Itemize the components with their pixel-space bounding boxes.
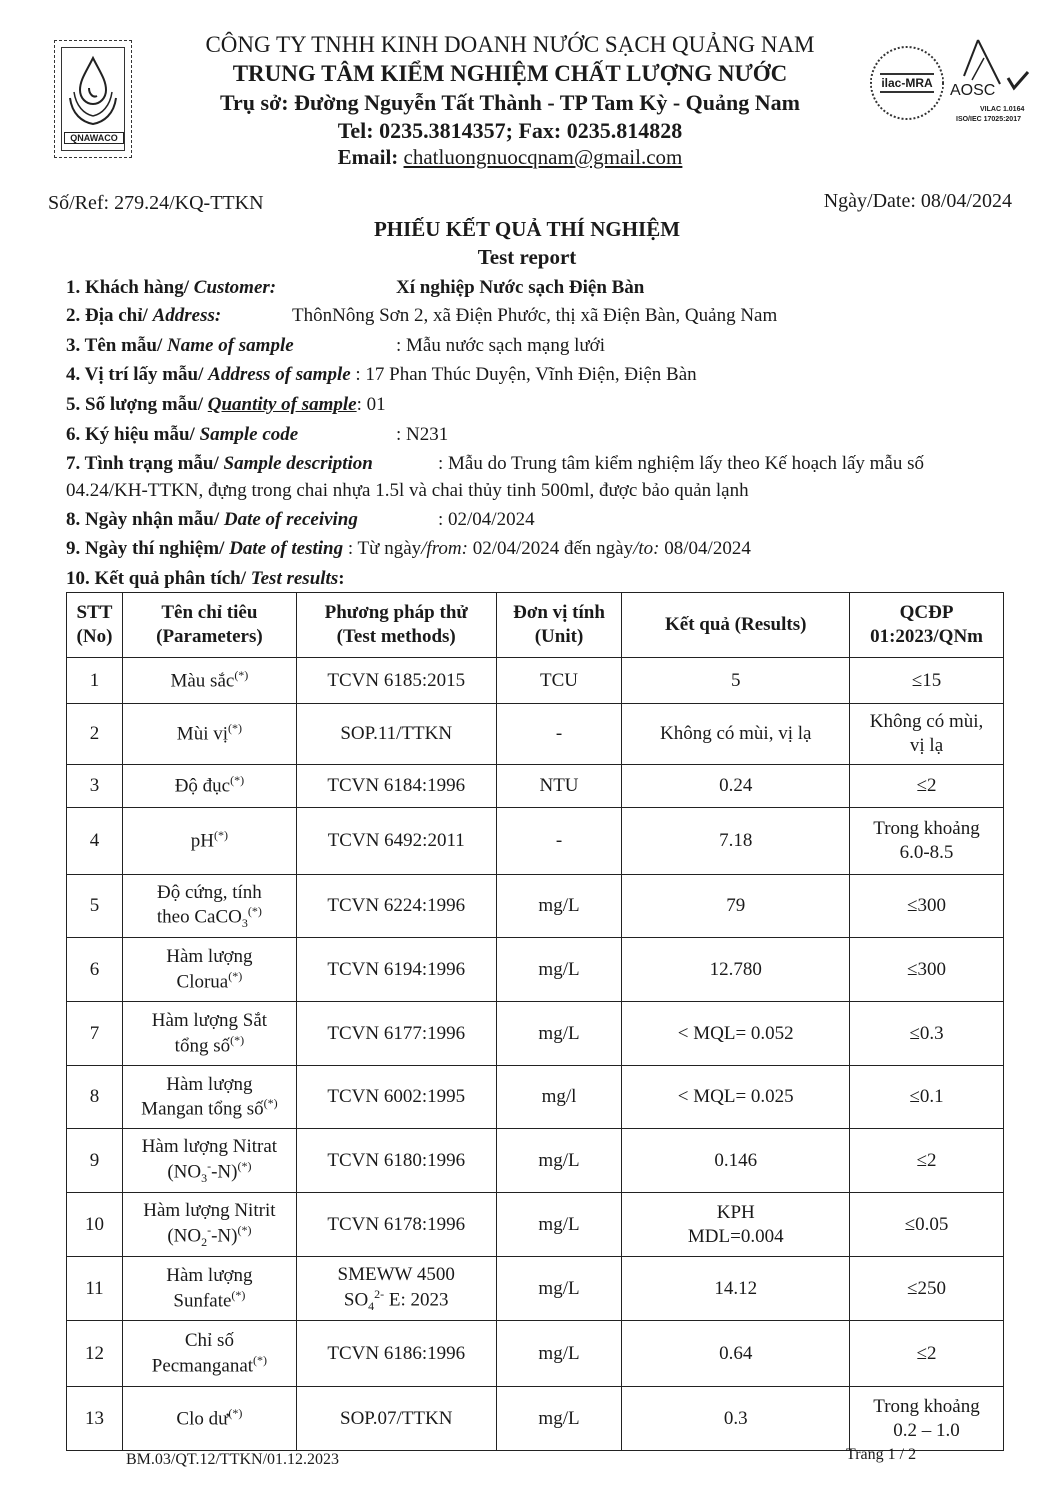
test-date-to-value: 08/04/2024 (659, 538, 751, 559)
customer-label: 1. Khách hàng/ (66, 277, 194, 298)
receive-date-label: 8. Ngày nhận mẫu/ (66, 509, 224, 530)
table-row (67, 1066, 1004, 1129)
office-address: Trụ sở: Đường Nguyễn Tất Thành - TP Tam Kỳ - Quảng Nam (220, 90, 800, 115)
row-no: 12 (67, 1321, 123, 1387)
sample-location-row (66, 364, 697, 386)
row-result: 12.780 (622, 938, 850, 1002)
row-no: 7 (67, 1002, 123, 1066)
test-date-label: 9. Ngày thí nghiệm/ (66, 538, 230, 559)
company-name: CÔNG TY TNHH KINH DOANH NƯỚC SẠCH QUẢNG NAM (205, 32, 815, 57)
center-name: TRUNG TÂM KIỂM NGHIỆM CHẤT LƯỢNG NƯỚC (232, 61, 788, 86)
row-no: 8 (67, 1066, 123, 1129)
row-param: Màu sắc(*) (122, 658, 296, 704)
logo-frame (61, 47, 125, 151)
row-standard: Trong khoảng 0.2 – 1.0 (850, 1387, 1004, 1451)
contact-email (150, 145, 870, 170)
sample-code-label-en: Sample code (199, 424, 299, 445)
row-method: SMEWW 4500 $SO_4^{2-}$ E: 2023 (296, 1257, 496, 1321)
sample-description-label-en: Sample description (223, 453, 373, 474)
ilac-text: ilac-MRA (872, 76, 942, 90)
row-param: Clo dư(*) (122, 1387, 296, 1451)
results-label: 10. Kết quả phân tích/ (66, 568, 251, 589)
header-methods: Phương pháp thử (Test methods) (296, 593, 496, 658)
header-unit: Đơn vị tính (Unit) (496, 593, 622, 658)
row-param: pH(*) (122, 808, 296, 875)
row-result: 0.64 (622, 1321, 850, 1387)
form-code: BM.03/QT.12/TTKN/01.12.2023 (126, 1451, 340, 1468)
table-row (67, 704, 1004, 765)
test-date-to-en: /to: (633, 538, 660, 559)
test-date-from-label: : Từ ngày (343, 538, 422, 559)
row-result: 5 (622, 658, 850, 704)
table-row (67, 1257, 1004, 1321)
row-param: Mùi vị(*) (122, 704, 296, 765)
receive-date-label-en: Date of receiving (223, 509, 358, 530)
report-date: Ngày/Date: 08/04/2024 (823, 190, 1012, 212)
sample-name-label: 3. Tên mẫu/ (66, 335, 168, 356)
row-unit: mg/L (496, 1129, 622, 1193)
sample-code-value: : N231 (396, 424, 449, 445)
row-standard: Không có mùi, vị lạ (850, 704, 1004, 765)
row-method: TCVN 6178:1996 (296, 1193, 496, 1257)
table-row (67, 1193, 1004, 1257)
row-param: Hàm lượng Mangan tổng số(*) (122, 1066, 296, 1129)
ref-number: Số/Ref: 279.24/KQ-TTKN (48, 192, 264, 214)
sample-description-row (66, 453, 925, 475)
row-param: Độ cứng, tính theo CaCO$_3$(*) (122, 875, 296, 938)
row-param: Hàm lượng Clorua(*) (122, 938, 296, 1002)
row-param: Hàm lượng Nitrit $(NO_2^--N)^{(*)}$ (122, 1193, 296, 1257)
row-unit: mg/L (496, 1387, 622, 1451)
row-unit: mg/L (496, 1321, 622, 1387)
vilac-text: VILAC 1.0164 (980, 106, 1025, 113)
sample-quantity-row (66, 394, 386, 416)
row-method: TCVN 6177:1996 (296, 1002, 496, 1066)
row-param: Chỉ số Pecmanganat(*) (122, 1321, 296, 1387)
row-result: < MQL= 0.025 (622, 1066, 850, 1129)
header-results: Kết quả (Results) (622, 593, 850, 658)
row-method: TCVN 6184:1996 (296, 765, 496, 808)
sample-description-value: : Mẫu do Trung tâm kiểm nghiệm lấy theo Kế hoạch lấy mẫu số (438, 453, 925, 474)
row-method: TCVN 6002:1995 (296, 1066, 496, 1129)
row-method: SOP.07/TTKN (296, 1387, 496, 1451)
row-no: 2 (67, 704, 123, 765)
row-no: 5 (67, 875, 123, 938)
email-link[interactable]: chatluongnuocqnam@gmail.com (403, 145, 683, 169)
row-no: 11 (67, 1257, 123, 1321)
row-no: 1 (67, 658, 123, 704)
sample-description-row-2: 04.24/KH-TTKN, đựng trong chai nhựa 1.5l và chai thủy tinh 500ml, được bảo quản lạnh (66, 480, 749, 501)
row-method: TCVN 6186:1996 (296, 1321, 496, 1387)
sample-code-row (66, 424, 449, 446)
header-standard: QCĐP 01:2023/QNm (850, 593, 1004, 658)
row-standard: ≤300 (850, 875, 1004, 938)
row-result: Không có mùi, vị lạ (622, 704, 850, 765)
address-label: 2. Địa chỉ/ (66, 305, 153, 326)
table-header-row (67, 593, 1004, 658)
row-standard: ≤2 (850, 765, 1004, 808)
table-row (67, 1387, 1004, 1451)
customer-value: Xí nghiệp Nước sạch Điện Bàn (396, 277, 645, 298)
row-method: TCVN 6185:2015 (296, 658, 496, 704)
address-row (66, 305, 778, 327)
address-label-en: Address: (152, 305, 222, 326)
row-unit: mg/L (496, 1257, 622, 1321)
test-date-from-value: 02/04/2024 đến ngày (467, 538, 634, 559)
iso-text: ISO/IEC 17025:2017 (956, 116, 1021, 123)
row-standard: ≤300 (850, 938, 1004, 1002)
table-row (67, 658, 1004, 704)
sample-name-label-en: Name of sample (167, 335, 294, 356)
ilac-mra-seal (868, 40, 946, 126)
sample-name-row (66, 335, 606, 357)
row-standard: ≤0.05 (850, 1193, 1004, 1257)
row-param: Hàm lượng Sắt tổng số(*) (122, 1002, 296, 1066)
test-date-row (66, 538, 751, 560)
row-method: TCVN 6492:2011 (296, 808, 496, 875)
aosc-mark (948, 36, 1030, 130)
row-result: 79 (622, 875, 850, 938)
table-row (67, 1129, 1004, 1193)
row-standard: ≤2 (850, 1321, 1004, 1387)
customer-label-en: Customer: (193, 277, 277, 298)
row-result: 14.12 (622, 1257, 850, 1321)
row-method: TCVN 6180:1996 (296, 1129, 496, 1193)
sample-quantity-label-en: Quantity of sample (207, 394, 357, 415)
row-no: 10 (67, 1193, 123, 1257)
table-row (67, 938, 1004, 1002)
row-result: 0.24 (622, 765, 850, 808)
row-method: TCVN 6194:1996 (296, 938, 496, 1002)
header-no: STT (No) (67, 593, 123, 658)
receive-date-row (66, 509, 535, 531)
sample-quantity-label: 5. Số lượng mẫu/ (66, 394, 208, 415)
table-row (67, 1002, 1004, 1066)
row-unit: mg/l (496, 1066, 622, 1129)
results-label-en: Test results (250, 568, 339, 589)
row-param: Hàm lượng Nitrat $(NO_3^--N)^{(*)}$ (122, 1129, 296, 1193)
row-param: Hàm lượng Sunfate(*) (122, 1257, 296, 1321)
row-standard: ≤2 (850, 1129, 1004, 1193)
row-result: KPH MDL=0.004 (622, 1193, 850, 1257)
results-heading (66, 568, 345, 590)
row-result: 7.18 (622, 808, 850, 875)
company-logo (54, 40, 132, 158)
table-row (67, 1321, 1004, 1387)
customer-row (66, 277, 645, 299)
results-colon: : (338, 568, 345, 589)
row-result: 0.146 (622, 1129, 850, 1193)
page-number: Trang 1 / 2 (846, 1446, 917, 1463)
sample-code-label: 6. Ký hiệu mẫu/ (66, 424, 200, 445)
results-table (66, 592, 1004, 1451)
header-parameters: Tên chỉ tiêu (Parameters) (122, 593, 296, 658)
email-label: Email: (337, 145, 404, 169)
address-value: ThônNông Sơn 2, xã Điện Phước, thị xã Điện Bàn, Quảng Nam (292, 305, 778, 326)
sample-location-value: : 17 Phan Thúc Duyện, Vĩnh Điện, Điện Bàn (350, 364, 697, 385)
row-param: Độ đục(*) (122, 765, 296, 808)
aosc-text: AOSC (950, 82, 996, 99)
contact-phone: Tel: 0235.3814357; Fax: 0235.814828 (337, 118, 683, 143)
sample-location-label-en: Address of sample (208, 364, 351, 385)
row-no: 9 (67, 1129, 123, 1193)
sample-description-label: 7. Tình trạng mẫu/ (66, 453, 224, 474)
sample-quantity-value: : 01 (356, 394, 386, 415)
row-result: 0.3 (622, 1387, 850, 1451)
row-no: 3 (67, 765, 123, 808)
table-row (67, 765, 1004, 808)
report-title: PHIẾU KẾT QUẢ THÍ NGHIỆM (373, 217, 681, 241)
report-subtitle: Test report (477, 245, 577, 269)
row-no: 6 (67, 938, 123, 1002)
row-unit: NTU (496, 765, 622, 808)
row-method: SOP.11/TTKN (296, 704, 496, 765)
row-unit: - (496, 704, 622, 765)
row-unit: - (496, 808, 622, 875)
row-unit: mg/L (496, 938, 622, 1002)
row-standard: ≤250 (850, 1257, 1004, 1321)
row-unit: mg/L (496, 1002, 622, 1066)
test-date-from-en: /from: (421, 538, 468, 559)
sample-name-value: : Mẫu nước sạch mạng lưới (396, 335, 606, 356)
row-standard: ≤0.1 (850, 1066, 1004, 1129)
row-unit: TCU (496, 658, 622, 704)
receive-date-value: : 02/04/2024 (438, 509, 535, 530)
test-date-label-en: Date of testing (229, 538, 344, 559)
row-method: TCVN 6224:1996 (296, 875, 496, 938)
logo-text: QNAWACO (64, 132, 124, 144)
row-no: 4 (67, 808, 123, 875)
row-no: 13 (67, 1387, 123, 1451)
row-unit: mg/L (496, 1193, 622, 1257)
table-row (67, 808, 1004, 875)
row-result: < MQL= 0.052 (622, 1002, 850, 1066)
row-standard: Trong khoảng 6.0-8.5 (850, 808, 1004, 875)
row-standard: ≤0.3 (850, 1002, 1004, 1066)
row-standard: ≤15 (850, 658, 1004, 704)
sample-location-label: 4. Vị trí lấy mẫu/ (66, 364, 209, 385)
row-unit: mg/L (496, 875, 622, 938)
table-row (67, 875, 1004, 938)
